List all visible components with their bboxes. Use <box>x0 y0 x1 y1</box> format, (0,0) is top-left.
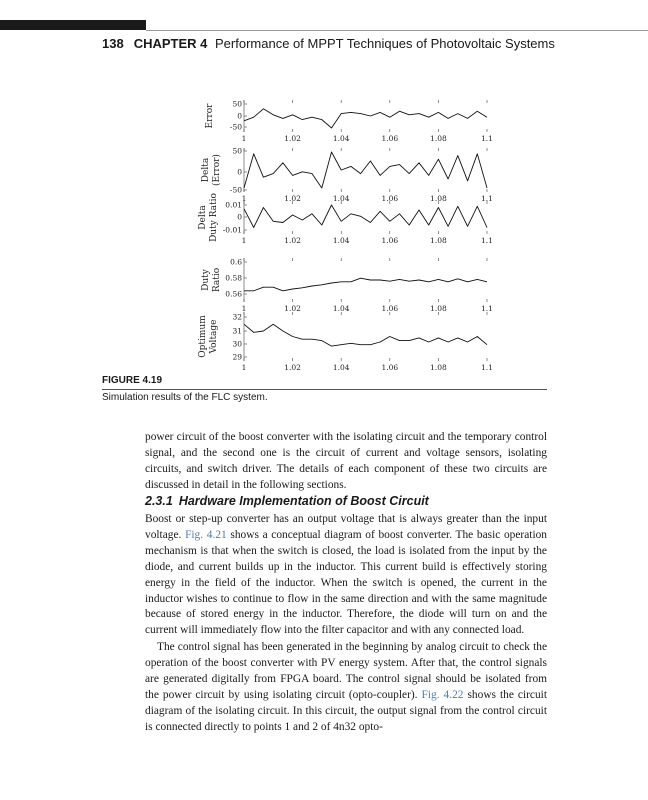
y-tick-label: 0 <box>237 212 242 222</box>
x-tick-label: 1 <box>241 194 247 203</box>
y-axis-label: Delta <box>201 157 211 183</box>
section-heading <box>145 494 429 508</box>
figure-caption: Simulation results of the FLC system. <box>102 392 268 403</box>
figure-label: FIGURE 4.19 <box>102 375 163 386</box>
y-tick-label: 30 <box>232 339 242 349</box>
x-tick-label: 1.04 <box>332 304 350 313</box>
x-tick-label: 1.06 <box>381 363 399 372</box>
chart-panel-1 <box>205 100 493 144</box>
x-tick-label: 1.1 <box>481 134 493 143</box>
x-tick-label: 1.1 <box>481 363 493 372</box>
chart-panel-4 <box>201 258 493 314</box>
x-tick-label: 1.1 <box>481 236 493 245</box>
y-axis-label: Duty Ratio <box>209 193 219 242</box>
fig-4-21-link[interactable]: Fig. 4.21 <box>185 528 227 541</box>
y-axis-label: Delta <box>198 205 208 230</box>
x-tick-label: 1 <box>241 363 247 372</box>
chart-panel-2 <box>201 147 493 204</box>
page-number: 138 <box>102 36 124 51</box>
x-tick-label: 1.06 <box>381 236 399 245</box>
x-tick-label: 1.1 <box>481 304 493 313</box>
chart-panel-5 <box>198 312 493 372</box>
x-tick-label: 1.06 <box>381 134 399 143</box>
x-tick-label: 1.1 <box>481 194 493 203</box>
x-tick-label: 1 <box>241 134 247 143</box>
y-tick-label: 31 <box>232 326 242 336</box>
y-tick-label: 0.01 <box>225 200 242 210</box>
series-line <box>244 278 487 291</box>
paragraph-3 <box>145 640 547 735</box>
y-tick-label: 29 <box>232 352 242 362</box>
series-line <box>244 324 487 346</box>
x-tick-label: 1.04 <box>332 194 350 203</box>
series-line <box>244 205 487 228</box>
y-tick-label: 0.58 <box>225 273 242 283</box>
y-axis-label: Error <box>205 103 215 129</box>
series-line <box>244 152 487 188</box>
section-title: Hardware Implementation of Boost Circuit <box>178 494 429 508</box>
fig-4-22-link[interactable]: Fig. 4.22 <box>421 688 464 701</box>
figure-4-19-charts <box>0 0 648 375</box>
x-tick-label: 1.02 <box>284 236 301 245</box>
x-tick-label: 1.02 <box>284 304 301 313</box>
y-tick-label: 50 <box>232 146 242 156</box>
y-tick-label: 32 <box>232 312 242 322</box>
paragraph-2-rest: shows a conceptual diagram of boost converter. The basic operation mechanism is that when the switch is closed, the load is isolated from the input by the diode, and current builds up in the inductor. This current build is effectively storing energy in the field of the inductor. When the switch is opened, the current in the inductor wishes to continue to flow in the same direction and with the same magnitude because of stored energy in the inductor. Therefore, the diode will turn on and the current will immediately flow into the filter capacitor and with any connected load. <box>145 528 547 637</box>
paragraph-3-start: The control signal has been generated in the beginning by analog circuit to check the operation of the boost converter with PV energy system. After that, the control signals are generated digitally from FPGA board. The control signal should be isolated from the power circuit by using isolating circuit (opto-coupler). <box>145 641 547 701</box>
x-tick-label: 1.02 <box>284 134 301 143</box>
x-tick-label: 1.08 <box>430 236 447 245</box>
figure-rule <box>102 389 547 390</box>
x-tick-label: 1.06 <box>381 304 399 313</box>
section-number: 2.3.1 <box>145 494 173 508</box>
y-tick-label: 0 <box>237 111 242 121</box>
y-axis-label: (Error) <box>212 154 222 186</box>
paragraph-2-start: Boost or step-up converter has an output voltage that is always greater than the input voltage. <box>145 513 547 541</box>
x-tick-label: 1.04 <box>332 363 350 372</box>
y-axis-label: Ratio <box>212 267 222 293</box>
series-line <box>244 109 487 128</box>
x-tick-label: 1 <box>241 304 247 313</box>
paragraph-1: power circuit of the boost converter with the isolating circuit and the temporary control signal, and the second one is the circuit of current and voltage sensors, isolating circuits, and switch driver. The details of each component of these two circuits are discussed in detail in the following sections. <box>145 431 547 491</box>
x-tick-label: 1 <box>241 236 247 245</box>
y-axis-label: Duty <box>201 269 211 291</box>
x-tick-label: 1.06 <box>381 194 399 203</box>
x-tick-label: 1.08 <box>430 194 447 203</box>
x-tick-label: 1.08 <box>430 304 447 313</box>
x-tick-label: 1.04 <box>332 134 350 143</box>
y-tick-label: -50 <box>229 122 242 132</box>
chapter-title: Performance of MPPT Techniques of Photovoltaic Systems <box>215 36 555 51</box>
x-tick-label: 1.04 <box>332 236 350 245</box>
paragraph-3-rest: shows the circuit diagram of the isolating circuit. In this circuit, the output signal from the control circuit is connected directly to points 1 and 2 of 4n32 opto- <box>145 688 547 733</box>
y-tick-label: 0 <box>237 167 242 177</box>
x-tick-label: 1.02 <box>284 363 301 372</box>
y-tick-label: -0.01 <box>222 225 242 235</box>
y-tick-label: 0.56 <box>225 289 242 299</box>
chapter-label: CHAPTER 4 <box>133 36 208 51</box>
y-tick-label: 0.6 <box>230 257 242 267</box>
y-axis-label: Optimum <box>198 315 208 358</box>
x-tick-label: 1.08 <box>430 134 447 143</box>
x-tick-label: 1.02 <box>284 194 301 203</box>
y-tick-label: -50 <box>229 185 242 195</box>
y-tick-label: 50 <box>232 99 242 109</box>
paragraph-2 <box>145 512 547 639</box>
x-tick-label: 1.08 <box>430 363 447 372</box>
y-axis-label: Voltage <box>209 319 219 354</box>
